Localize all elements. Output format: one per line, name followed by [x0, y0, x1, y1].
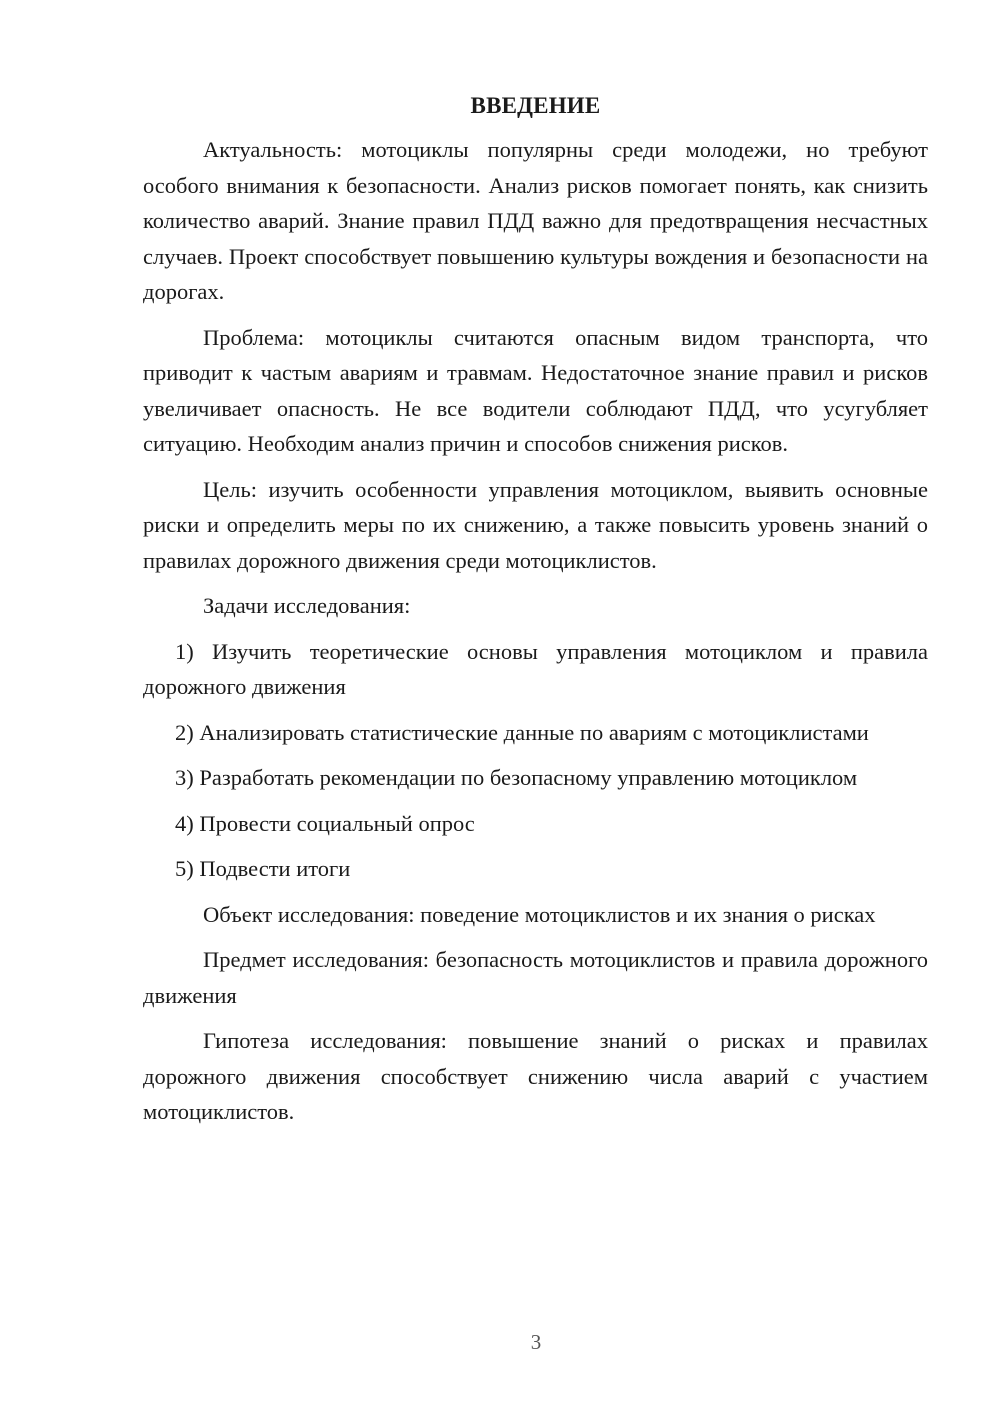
object-paragraph: Объект исследования: поведение мотоциклистов и их знания о рисках — [203, 901, 876, 927]
task-item: 2) Анализировать статистические данные по авариям с мотоциклистами — [175, 719, 869, 745]
page-number: 3 — [530, 1330, 542, 1354]
task-item: 1) Изучить теоретические основы управления мотоциклом и правила дорожного движения — [143, 638, 928, 699]
task-item: 4) Провести социальный опрос — [175, 810, 475, 836]
relevance-paragraph: Актуальность: мотоциклы популярны среди молодежи, но требуют особого внимания к безопасности. Анализ рисков помогает понять, как снизить количество аварий. Знание правил ПДД важно для предотвращения несчастных случаев. Проект способствует повышению культуры вождения и безопасности на дорогах. — [143, 137, 928, 304]
goal-paragraph: Цель: изучить особенности управления мотоциклом, выявить основные риски и определить меры по их снижению, а также повысить уровень знаний о правилах дорожного движения среди мотоциклистов. — [143, 476, 928, 573]
subject-paragraph: Предмет исследования: безопасность мотоциклистов и правила дорожного движения — [143, 947, 928, 1008]
tasks-heading: Задачи исследования: — [203, 593, 411, 618]
document-page — [143, 88, 928, 1130]
hypothesis-paragraph: Гипотеза исследования: повышение знаний о рисках и правилах дорожного движения способствует снижению числа аварий с участием мотоциклистов. — [143, 1028, 928, 1124]
problem-paragraph: Проблема: мотоциклы считаются опасным видом транспорта, что приводит к частым авариям и травмам. Недостаточное знание правил и рисков увеличивает опасность. Не все водители соблюдают ПДД, что усугубляет ситуацию. Необходим анализ причин и способов снижения рисков. — [143, 324, 928, 456]
task-item: 5) Подвести итоги — [175, 856, 351, 881]
task-item: 3) Разработать рекомендации по безопасному управлению мотоциклом — [175, 765, 858, 790]
page-title: ВВЕДЕНИЕ — [470, 93, 601, 118]
